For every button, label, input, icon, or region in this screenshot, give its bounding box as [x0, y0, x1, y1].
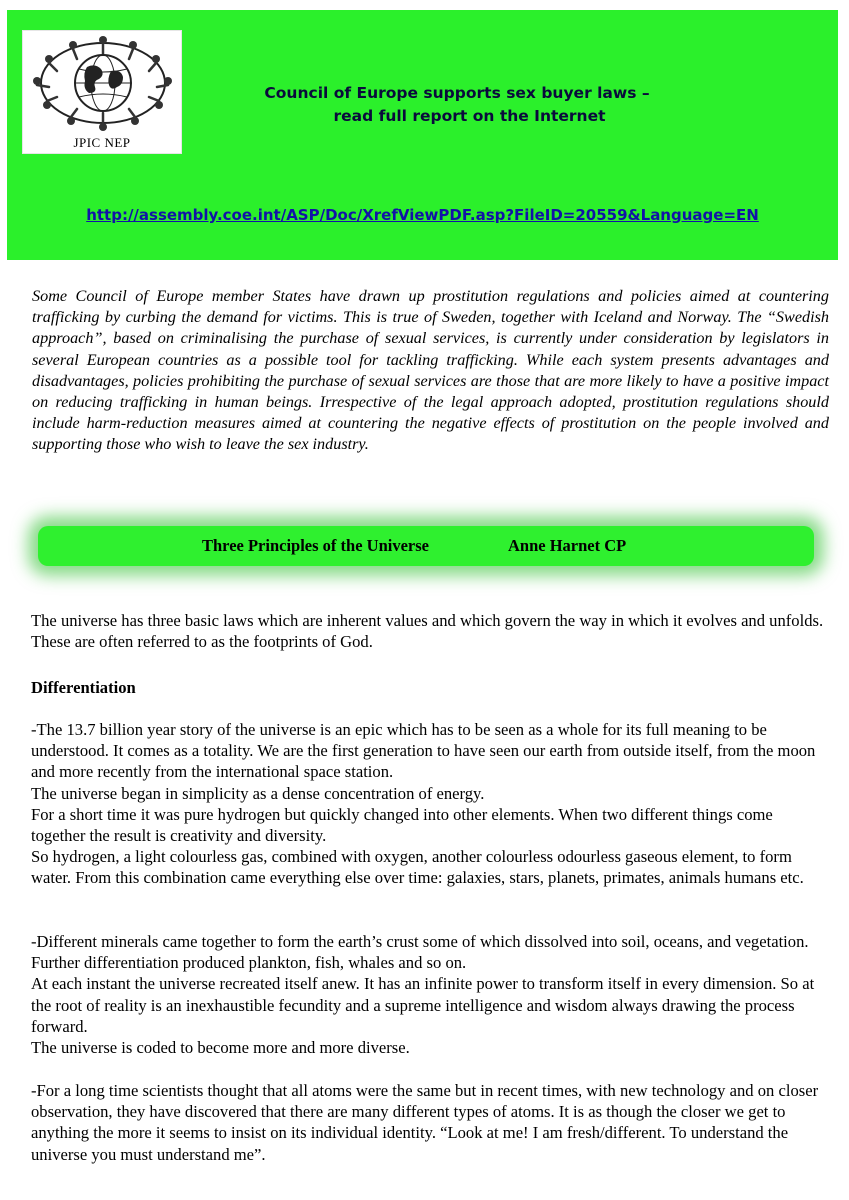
- logo-text: JPIC NEP: [73, 135, 131, 150]
- article-intro: [31, 610, 831, 652]
- article-block-3: [31, 1080, 831, 1165]
- section-title: Three Principles of the Universe: [202, 536, 429, 555]
- paragraph: For a short time it was pure hydrogen but quickly changed into other elements. When two different things come together the result is creativity and diversity.: [31, 804, 773, 846]
- paragraph: So hydrogen, a light colourless gas, combined with oxygen, another colourless odourless gaseous element, to form water. From this combination came everything else over time: galaxies, stars, planets, primates, animals humans etc.: [31, 847, 804, 888]
- banner-title-line2: read full report on the Internet: [333, 107, 606, 125]
- subheading-text: Differentiation: [31, 678, 136, 697]
- article-subheading: [31, 677, 831, 698]
- section-heading-bar: [38, 526, 814, 566]
- paragraph: The universe is coded to become more and more diverse.: [31, 1038, 410, 1058]
- paragraph: -Different minerals came together to form the earth’s crust some of which dissolved into soil, oceans, and vegetation. Further differentiation produced plankton, fish, whales and so on.: [31, 932, 809, 973]
- report-link[interactable]: http://assembly.coe.int/ASP/Doc/XrefViewPDF.asp?FileID=20559&Language=EN: [86, 206, 759, 224]
- jpic-nep-logo: [22, 30, 182, 154]
- article-intro-text: The universe has three basic laws which are inherent values and which govern the way in which it evolves and unfolds. These are often referred to as the footprints of God.: [31, 611, 824, 652]
- header-banner: [7, 10, 838, 260]
- banner-title-line1: Council of Europe supports sex buyer laws –: [264, 84, 650, 102]
- banner-title: [187, 82, 727, 128]
- section-author: Anne Harnet CP: [508, 536, 627, 555]
- article-block-2: [31, 931, 831, 1058]
- paragraph: -The 13.7 billion year story of the universe is an epic which has to be seen as a whole for its full meaning to be understood. It comes as a totality. We are the first generation to have seen our earth from outside itself, from the moon and more recently from the international space station.: [31, 720, 816, 782]
- paragraph: The universe began in simplicity as a dense concentration of energy.: [31, 783, 485, 803]
- intro-paragraph: Some Council of Europe member States have drawn up prostitution regulations and policies aimed at countering trafficking by curbing the demand for victims. This is true of Sweden, together with Iceland and Norway. The “Swedish approach”, based on criminalising the purchase of sexual services, is currently under consideration by legislators in several European countries as a possible tool for tackling trafficking. While each system presents advantages and disadvantages, policies prohibiting the purchase of sexual services are those that are more likely to have a positive impact on reducing trafficking in human beings. Irrespective of the legal approach adopted, prostitution regulations should include harm-reduction measures aimed at countering the negative effects of prostitution on the people involved and supporting those who wish to leave the sex industry.: [32, 287, 829, 454]
- paragraph: -For a long time scientists thought that all atoms were the same but in recent times, with new technology and on closer observation, they have discovered that there are many different types of atoms. It is as though the closer we get to anything the more it seems to insist on its individual identity. “Look at me! I am fresh/different. To understand the universe you must understand me”.: [31, 1081, 819, 1164]
- article-block-1: [31, 719, 831, 889]
- paragraph: At each instant the universe recreated itself anew. It has an infinite power to transform itself in every dimension. So at the root of reality is an inexhaustible fecundity and a supreme intelligence and wisdom always drawing the process forward.: [31, 974, 815, 1036]
